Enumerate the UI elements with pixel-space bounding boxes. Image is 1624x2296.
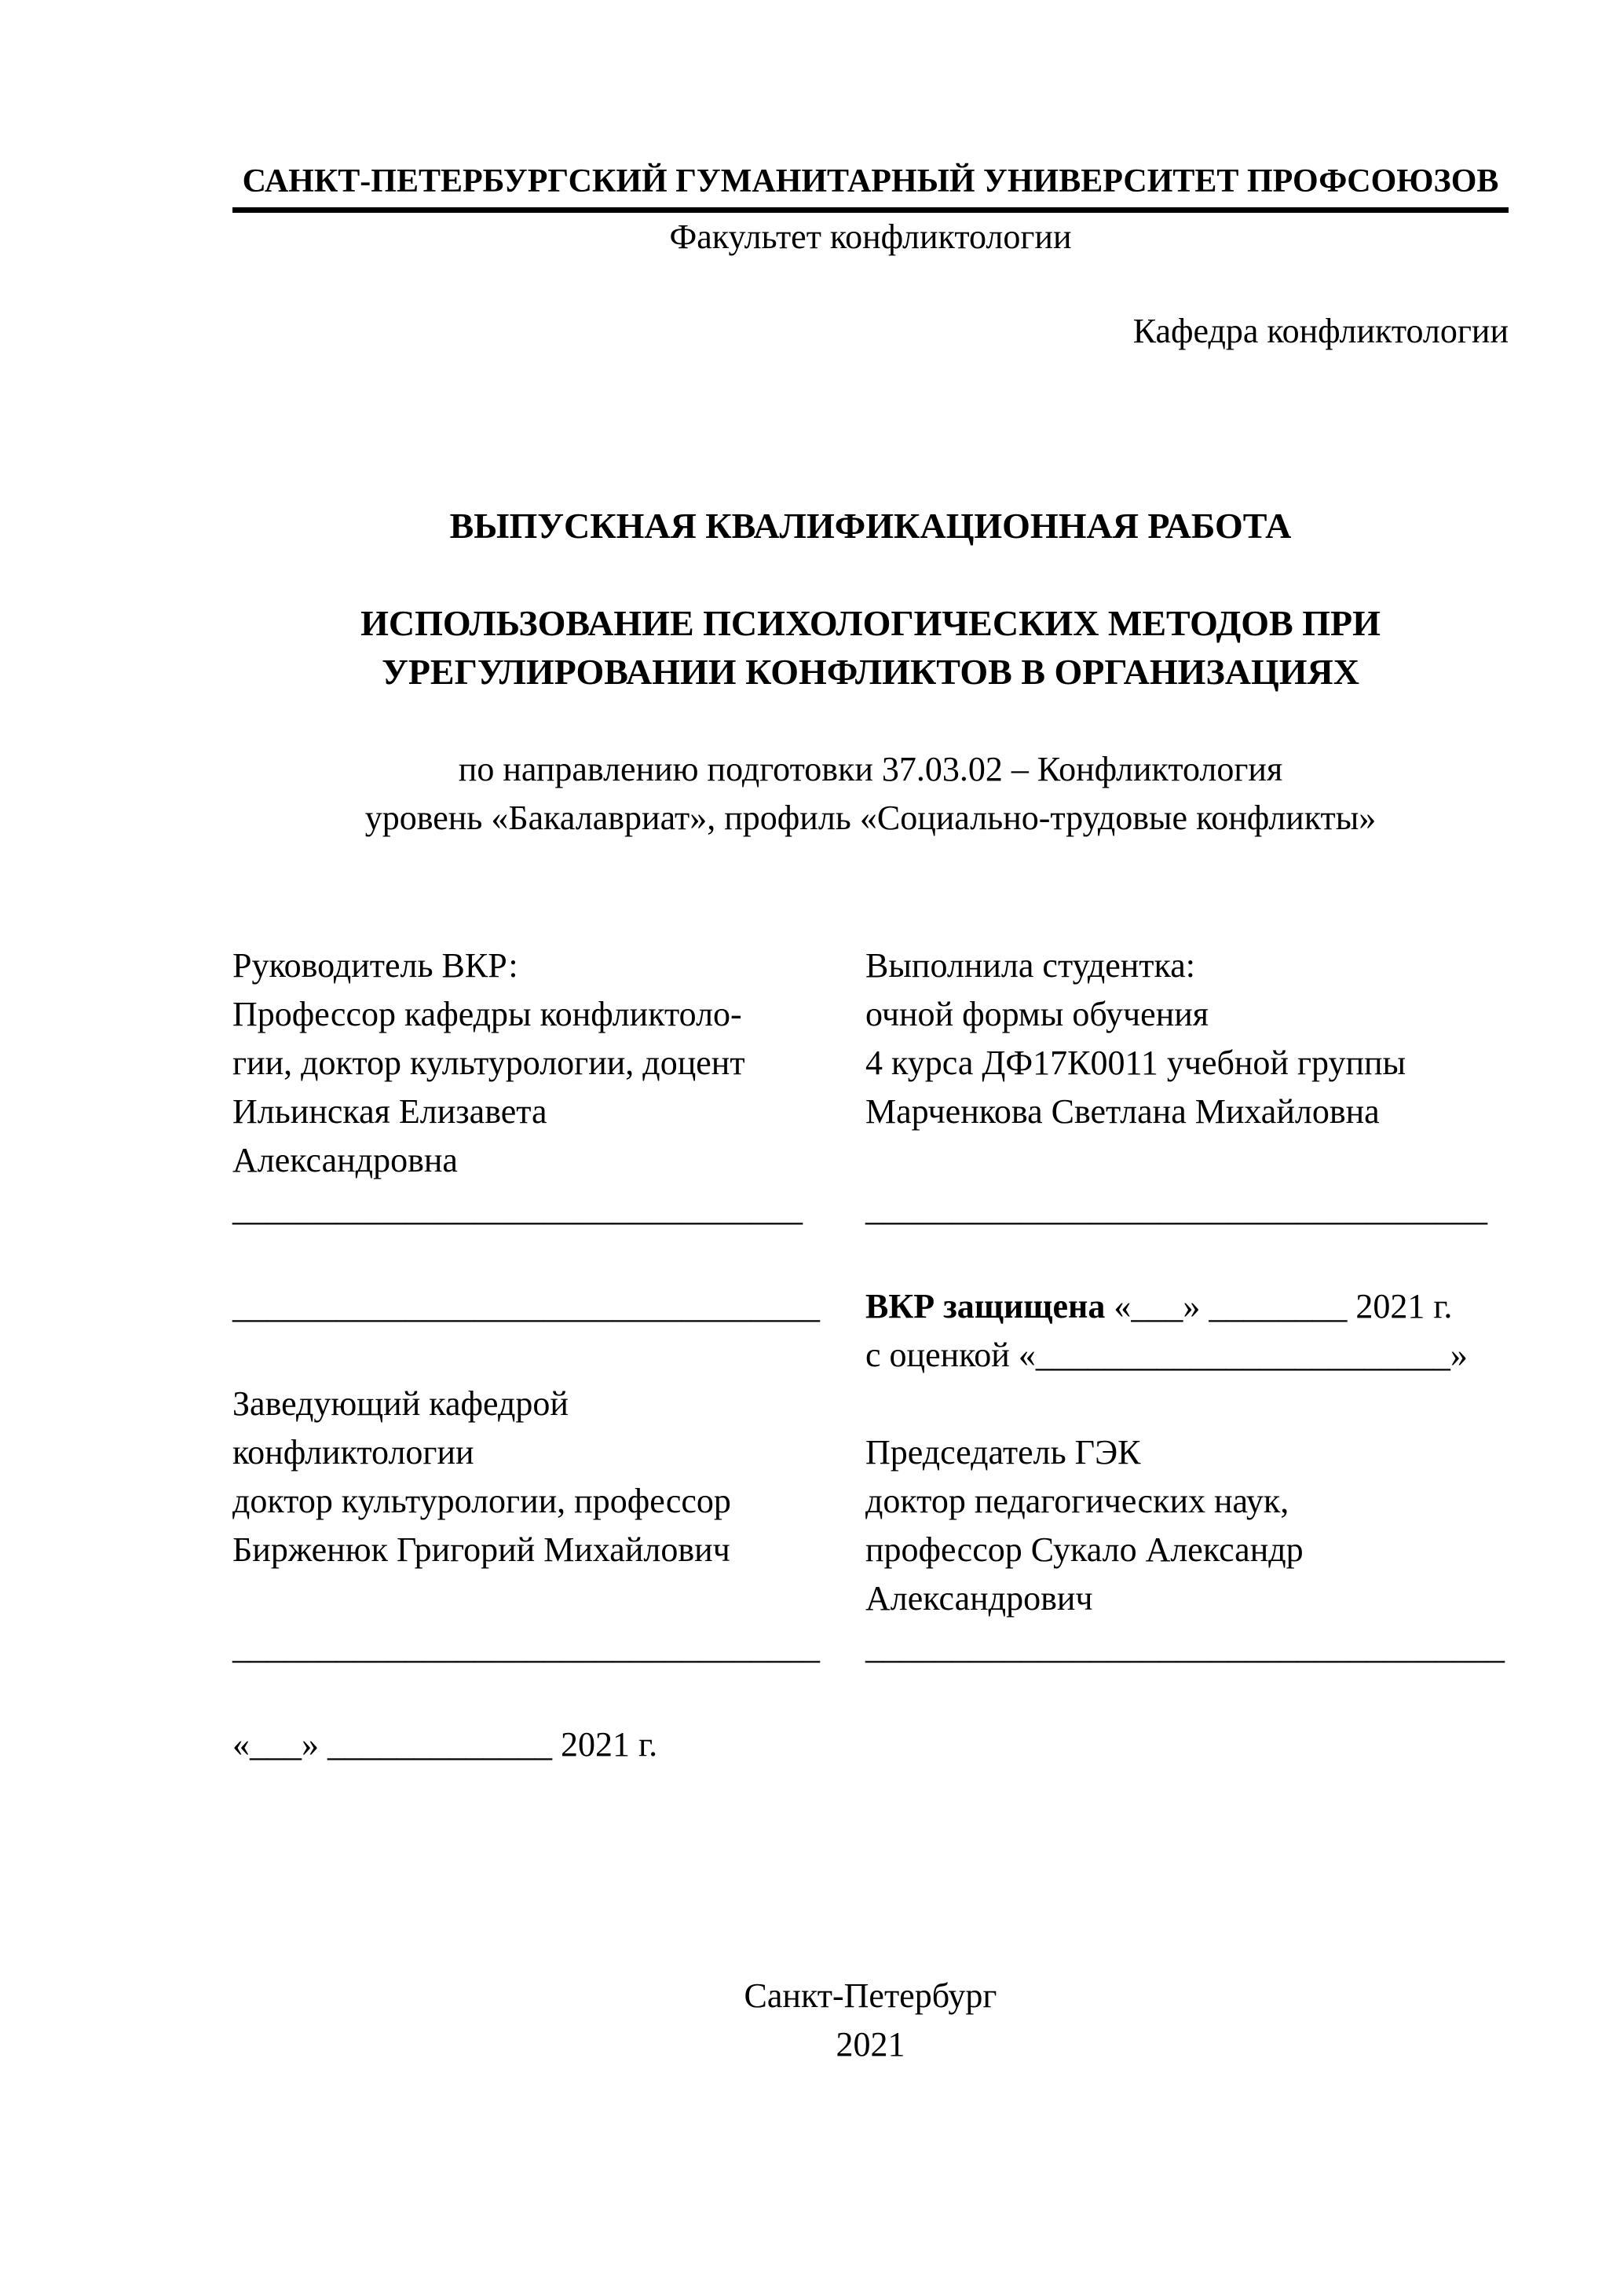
chairman-line3: Александрович bbox=[865, 1579, 1093, 1618]
right-column bbox=[865, 941, 1509, 1672]
spacer bbox=[232, 1574, 814, 1623]
spacer bbox=[865, 1380, 1509, 1428]
chairman-line2: профессор Сукало Александр bbox=[865, 1530, 1304, 1569]
supervisor-position-line1: Профессор кафедры конфликтоло- bbox=[232, 995, 742, 1033]
department-head-line2: доктор культурологии, профессор bbox=[232, 1482, 731, 1520]
spacer bbox=[232, 1672, 814, 1720]
supervisor-name-line2: Александровна bbox=[232, 1141, 458, 1179]
spacer bbox=[232, 843, 1509, 941]
supervisor-heading: Руководитель ВКР: bbox=[232, 946, 518, 985]
student-heading: Выполнила студентка: bbox=[865, 946, 1195, 985]
faculty-name: Факультет конфликтологии bbox=[669, 218, 1072, 256]
level-profile-line: уровень «Бакалавриат», профиль «Социально-трудовые конфликты» bbox=[364, 799, 1377, 837]
university-name: САНКТ-ПЕТЕРБУРГСКИЙ ГУМАНИТАРНЫЙ УНИВЕРСИТЕТ ПРОФСОЮЗОВ bbox=[242, 163, 1499, 199]
header-rule bbox=[232, 207, 1509, 213]
signature-line: _________________________________ bbox=[232, 1190, 803, 1228]
spacer bbox=[232, 1331, 814, 1380]
defended-date-blank: «___» ________ 2021 г. bbox=[1105, 1287, 1453, 1325]
spacer bbox=[232, 1234, 814, 1282]
signature-line: ____________________________________ bbox=[865, 1190, 1487, 1228]
student-name: Марченкова Светлана Михайловна bbox=[865, 1092, 1380, 1131]
chairman-line1: доктор педагогических наук, bbox=[865, 1482, 1289, 1520]
supervisor-name-line1: Ильинская Елизавета bbox=[232, 1092, 547, 1131]
supervisor-position-line2: гии, доктор культурологии, доцент bbox=[232, 1044, 745, 1082]
signature-line: __________________________________ bbox=[232, 1628, 820, 1666]
left-column bbox=[232, 941, 820, 1769]
date-line: «___» _____________ 2021 г. bbox=[232, 1725, 658, 1764]
spacer bbox=[232, 356, 1509, 502]
student-line1: очной формы обучения bbox=[865, 995, 1209, 1033]
department-head-name: Бирженюк Григорий Михайлович bbox=[232, 1530, 730, 1569]
department-head-heading: Заведующий кафедрой bbox=[232, 1384, 569, 1423]
chairman-heading: Председатель ГЭК bbox=[865, 1433, 1141, 1472]
spacer bbox=[865, 1136, 1509, 1185]
defended-label: ВКР защищена bbox=[865, 1287, 1106, 1325]
thesis-title-line1: ИСПОЛЬЗОВАНИЕ ПСИХОЛОГИЧЕСКИХ МЕТОДОВ ПРИ bbox=[360, 603, 1381, 643]
defended-line bbox=[865, 1282, 1509, 1331]
signature-line: _____________________________________ bbox=[865, 1628, 1505, 1666]
department-head-line1: конфликтологии bbox=[232, 1433, 474, 1472]
thesis-title-line2: УРЕГУЛИРОВАНИИ КОНФЛИКТОВ В ОРГАНИЗАЦИЯХ bbox=[382, 652, 1359, 692]
spacer bbox=[865, 1234, 1509, 1282]
spacer bbox=[232, 261, 1509, 307]
spacer bbox=[232, 1769, 1509, 1972]
spacer bbox=[232, 696, 1509, 745]
direction-line: по направлению подготовки 37.03.02 – Конфликтология bbox=[458, 750, 1283, 788]
title-page bbox=[232, 162, 1509, 2069]
work-type-heading: ВЫПУСКНАЯ КВАЛИФИКАЦИОННАЯ РАБОТА bbox=[449, 506, 1292, 546]
grade-line: с оценкой «________________________» bbox=[865, 1336, 1468, 1374]
signature-line: __________________________________ bbox=[232, 1287, 820, 1325]
city-line: Санкт-Петербург bbox=[744, 1976, 997, 2015]
signature-columns bbox=[232, 941, 1509, 1769]
student-line2: 4 курса ДФ17К0011 учебной группы bbox=[865, 1044, 1406, 1082]
department-name: Кафедра конфликтологии bbox=[1132, 312, 1509, 350]
spacer bbox=[232, 550, 1509, 599]
year-line: 2021 bbox=[836, 2025, 905, 2064]
